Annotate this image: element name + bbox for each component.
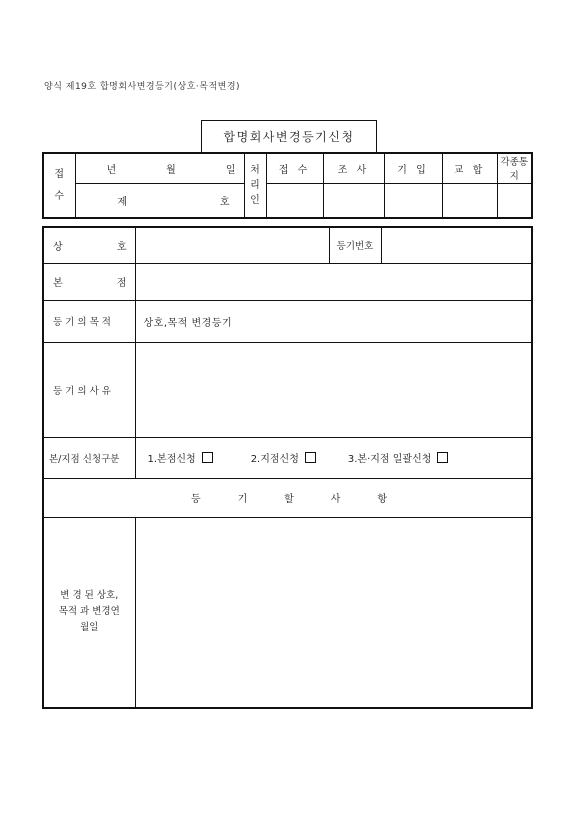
- changed-label-line-3: 월일: [80, 622, 99, 634]
- matters-header: [43, 478, 532, 517]
- stamp-review[interactable]: [323, 183, 384, 218]
- branch-opt-head-office[interactable]: [148, 450, 213, 465]
- matters-header-char-5: 항: [377, 494, 387, 505]
- branch-opt-both[interactable]: [348, 450, 449, 465]
- col-check: 교 합: [442, 153, 497, 183]
- reason-label: 등 기 의 사 유: [43, 342, 135, 437]
- receipt-month: 월: [166, 164, 176, 176]
- changed-items-label: [43, 517, 135, 708]
- receipt-day: 일: [225, 164, 236, 176]
- branch-checkbox[interactable]: [305, 452, 316, 463]
- changed-items-field[interactable]: [135, 517, 532, 708]
- purpose-label: 등 기 의 목 적: [43, 300, 135, 342]
- form-title: 합명회사변경등기신청: [201, 120, 377, 152]
- handler-char-1: 처: [250, 165, 260, 176]
- receipt-no-prefix: 제: [117, 196, 128, 208]
- stamp-receipt[interactable]: [266, 183, 323, 218]
- purpose-field[interactable]: 상호,목적 변경등기: [135, 300, 532, 342]
- receipt-no-suffix: 호: [219, 196, 230, 208]
- receipt-number-cell[interactable]: [75, 183, 244, 218]
- trade-name-label-2: 호: [116, 241, 127, 253]
- stamp-check[interactable]: [442, 183, 497, 218]
- trade-name-field[interactable]: [135, 227, 329, 263]
- handler-header-cell: [244, 153, 266, 218]
- changed-label-line-2: 목적 과 변경연: [58, 606, 120, 618]
- head-office-label-1: 본: [53, 278, 63, 289]
- application-table: [42, 226, 533, 709]
- receipt-header-cell: [43, 153, 75, 218]
- matters-header-char-2: 기: [237, 494, 248, 505]
- receipt-date-cell[interactable]: [75, 153, 244, 183]
- receipt-header-bottom: 수: [54, 190, 65, 202]
- stamp-notices[interactable]: [497, 183, 532, 218]
- branch-opt-both-label: 3.본·지점 일괄신청: [347, 454, 432, 465]
- head-office-field[interactable]: [135, 263, 532, 300]
- col-entry: 기 입: [384, 153, 442, 183]
- branch-type-label: 본/지점 신청구분: [43, 437, 135, 478]
- changed-label-line-1: 변 경 된 상호,: [60, 590, 119, 602]
- branch-opt-branch[interactable]: [251, 450, 316, 465]
- head-office-label-2: 점: [116, 278, 127, 289]
- trade-name-label-cell: [43, 227, 135, 263]
- form-number-label: 양식 제19호 합명회사변경등기(상호·목적변경): [44, 82, 241, 92]
- reg-no-field[interactable]: [381, 227, 532, 263]
- receipt-year: 년: [106, 164, 117, 176]
- head-office-label-cell: [43, 263, 135, 300]
- matters-header-char-4: 사: [330, 494, 341, 505]
- matters-header-char-3: 할: [284, 494, 294, 505]
- handler-char-3: 인: [250, 195, 260, 206]
- col-notices: 각종통지: [497, 153, 532, 183]
- col-receipt: 접 수: [266, 153, 323, 183]
- stamp-entry[interactable]: [384, 183, 442, 218]
- branch-type-field: [135, 437, 532, 478]
- both-checkbox[interactable]: [437, 452, 448, 463]
- head-office-checkbox[interactable]: [202, 452, 213, 463]
- branch-opt-branch-label: 2.지점신청: [250, 454, 299, 465]
- receipt-table: [42, 152, 533, 219]
- reason-field[interactable]: [135, 342, 532, 437]
- receipt-header-top: 접: [54, 168, 65, 180]
- handler-char-2: 리: [250, 180, 260, 191]
- col-review: 조 사: [323, 153, 384, 183]
- branch-opt-head-office-label: 1.본점신청: [147, 454, 196, 465]
- matters-header-char-1: 등: [191, 494, 201, 505]
- trade-name-label-1: 상: [53, 241, 63, 253]
- reg-no-label: 등기번호: [329, 227, 381, 263]
